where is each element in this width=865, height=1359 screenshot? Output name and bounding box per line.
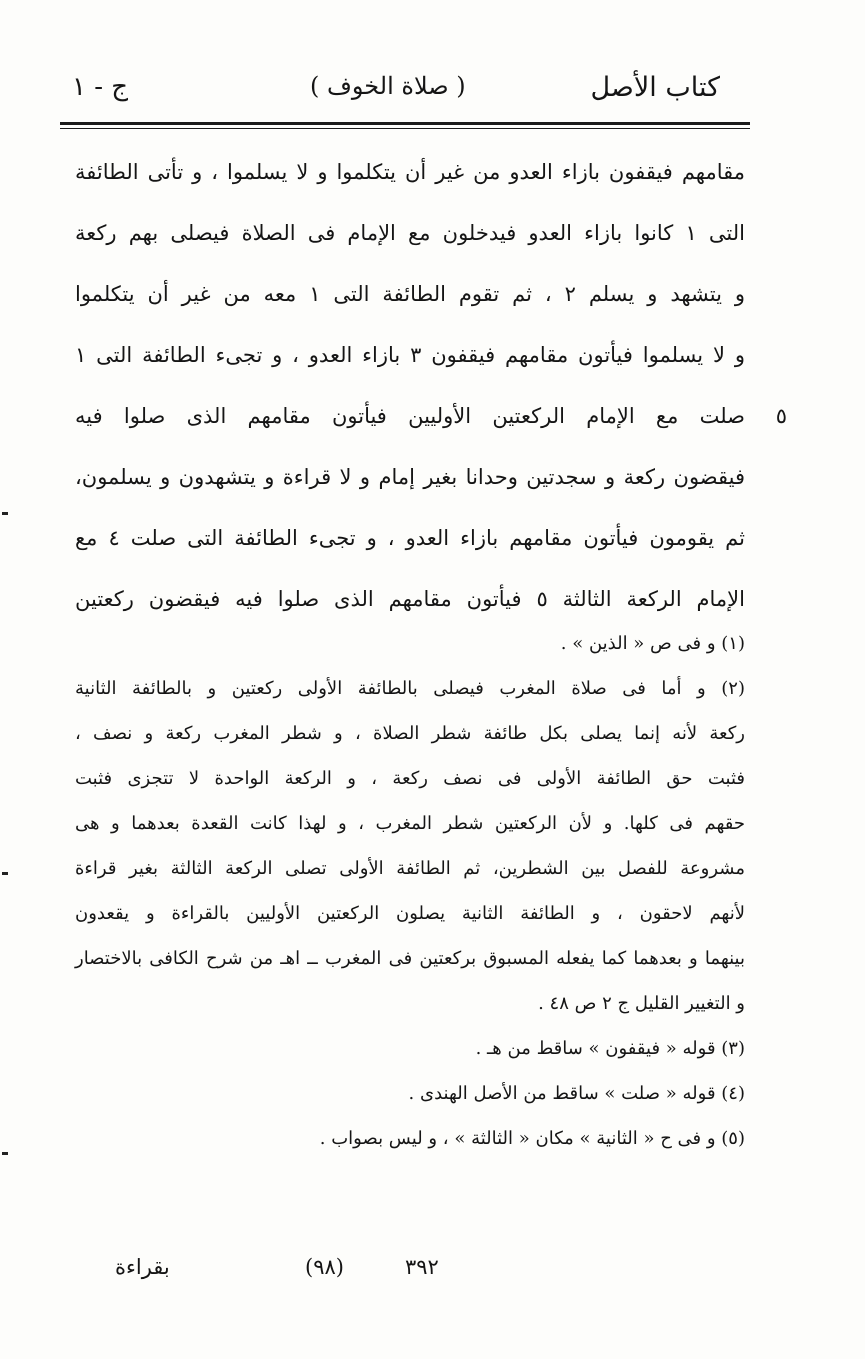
book-title: كتاب الأصل [590,72,720,103]
main-text [75,142,787,630]
footnote-4: (٤) قوله « صلت » ساقط من الأصل الهندى . [408,1083,745,1104]
margin-mark [2,1152,8,1155]
footnote-5: (٥) و فى ح « الثانية » مكان « الثالثة » ، و ليس بصواب . [319,1128,745,1149]
page-footer [60,1255,750,1285]
volume-number: ج - ١ [72,72,129,102]
running-header [60,72,750,116]
text-line-content: صلت مع الإمام الركعتين الأوليين فيأتون مقامهم الذى صلوا فيه [75,404,745,428]
text-line: و لا يسلموا فيأتون مقامهم فيقفون ٣ بازاء العدو ، و تجىء الطائفة التى ١ [75,343,745,367]
text-line: الإمام الركعة الثالثة ٥ فيأتون مقامهم الذى صلوا فيه فيقضون ركعتين [75,587,745,611]
margin-mark [2,872,8,875]
footnote-2-line: بينهما و بعدهما كما يفعله المسبوق بركعتين فى المغرب ــ اهـ من شرح الكافى بالاختصار [75,948,745,969]
margin-mark [2,512,8,515]
page-number: ٣٩٢ [405,1255,439,1279]
text-line-numbered [75,386,787,447]
section-number: (٩٨) [305,1255,344,1279]
footnote-2-line: ركعة لأنه إنما يصلى بكل طائفة شطر الصلاة ، و شطر المغرب ركعة و نصف ، [75,723,745,744]
footnote-2-line: مشروعة للفصل بين الشطرين، ثم الطائفة الأولى تصلى الركعة الثالثة بغير قراءة [75,858,745,879]
header-rule-thick [60,122,750,125]
line-number-marker: ٥ [775,404,787,428]
footnote-2-line: لأنهم لاحقون ، و الطائفة الثانية يصلون الركعتين الأوليين بالقراءة و يقعدون [75,903,745,924]
chapter-title: ( صلاة الخوف ) [310,72,466,100]
text-line: و يتشهد و يسلم ٢ ، ثم تقوم الطائفة التى ١ معه من غير أن يتكلموا [75,282,746,306]
text-line: مقامهم فيقفون بازاء العدو من غير أن يتكلموا و لا يسلموا ، و تأتى الطائفة [75,160,745,184]
text-line: فيقضون ركعة و سجدتين وحدانا بغير إمام و لا قراءة و يتشهدون و يسلمون، [75,465,745,489]
footnote-1: (١) و فى ص « الذين » . [560,633,745,654]
header-rule-thin [60,128,750,129]
footnote-2-line: (٢) و أما فى صلاة المغرب فيصلى بالطائفة الأولى ركعتين و بالطائفة الثانية [75,678,745,699]
footnote-2-line: و التغيير القليل ج ٢ ص ٤٨ . [538,993,745,1014]
catchword: بقراءة [115,1255,170,1279]
footnote-2-line: فثبت حق الطائفة الأولى فى نصف ركعة ، و الركعة الواحدة لا تتجزى فثبت [75,768,745,789]
footnotes [75,621,745,1161]
footnote-2-line: حقهم فى كلها. و لأن الركعتين شطر المغرب ، و لهذا كانت القعدة بعدهما و هى [75,813,745,834]
text-line: التى ١ كانوا بازاء العدو فيدخلون مع الإمام فى الصلاة فيصلى بهم ركعة [75,221,745,245]
footnote-3: (٣) قوله « فيقفون » ساقط من هـ . [475,1038,745,1059]
text-line: ثم يقومون فيأتون مقامهم بازاء العدو ، و تجىء الطائفة التى صلت ٤ مع [75,526,745,550]
